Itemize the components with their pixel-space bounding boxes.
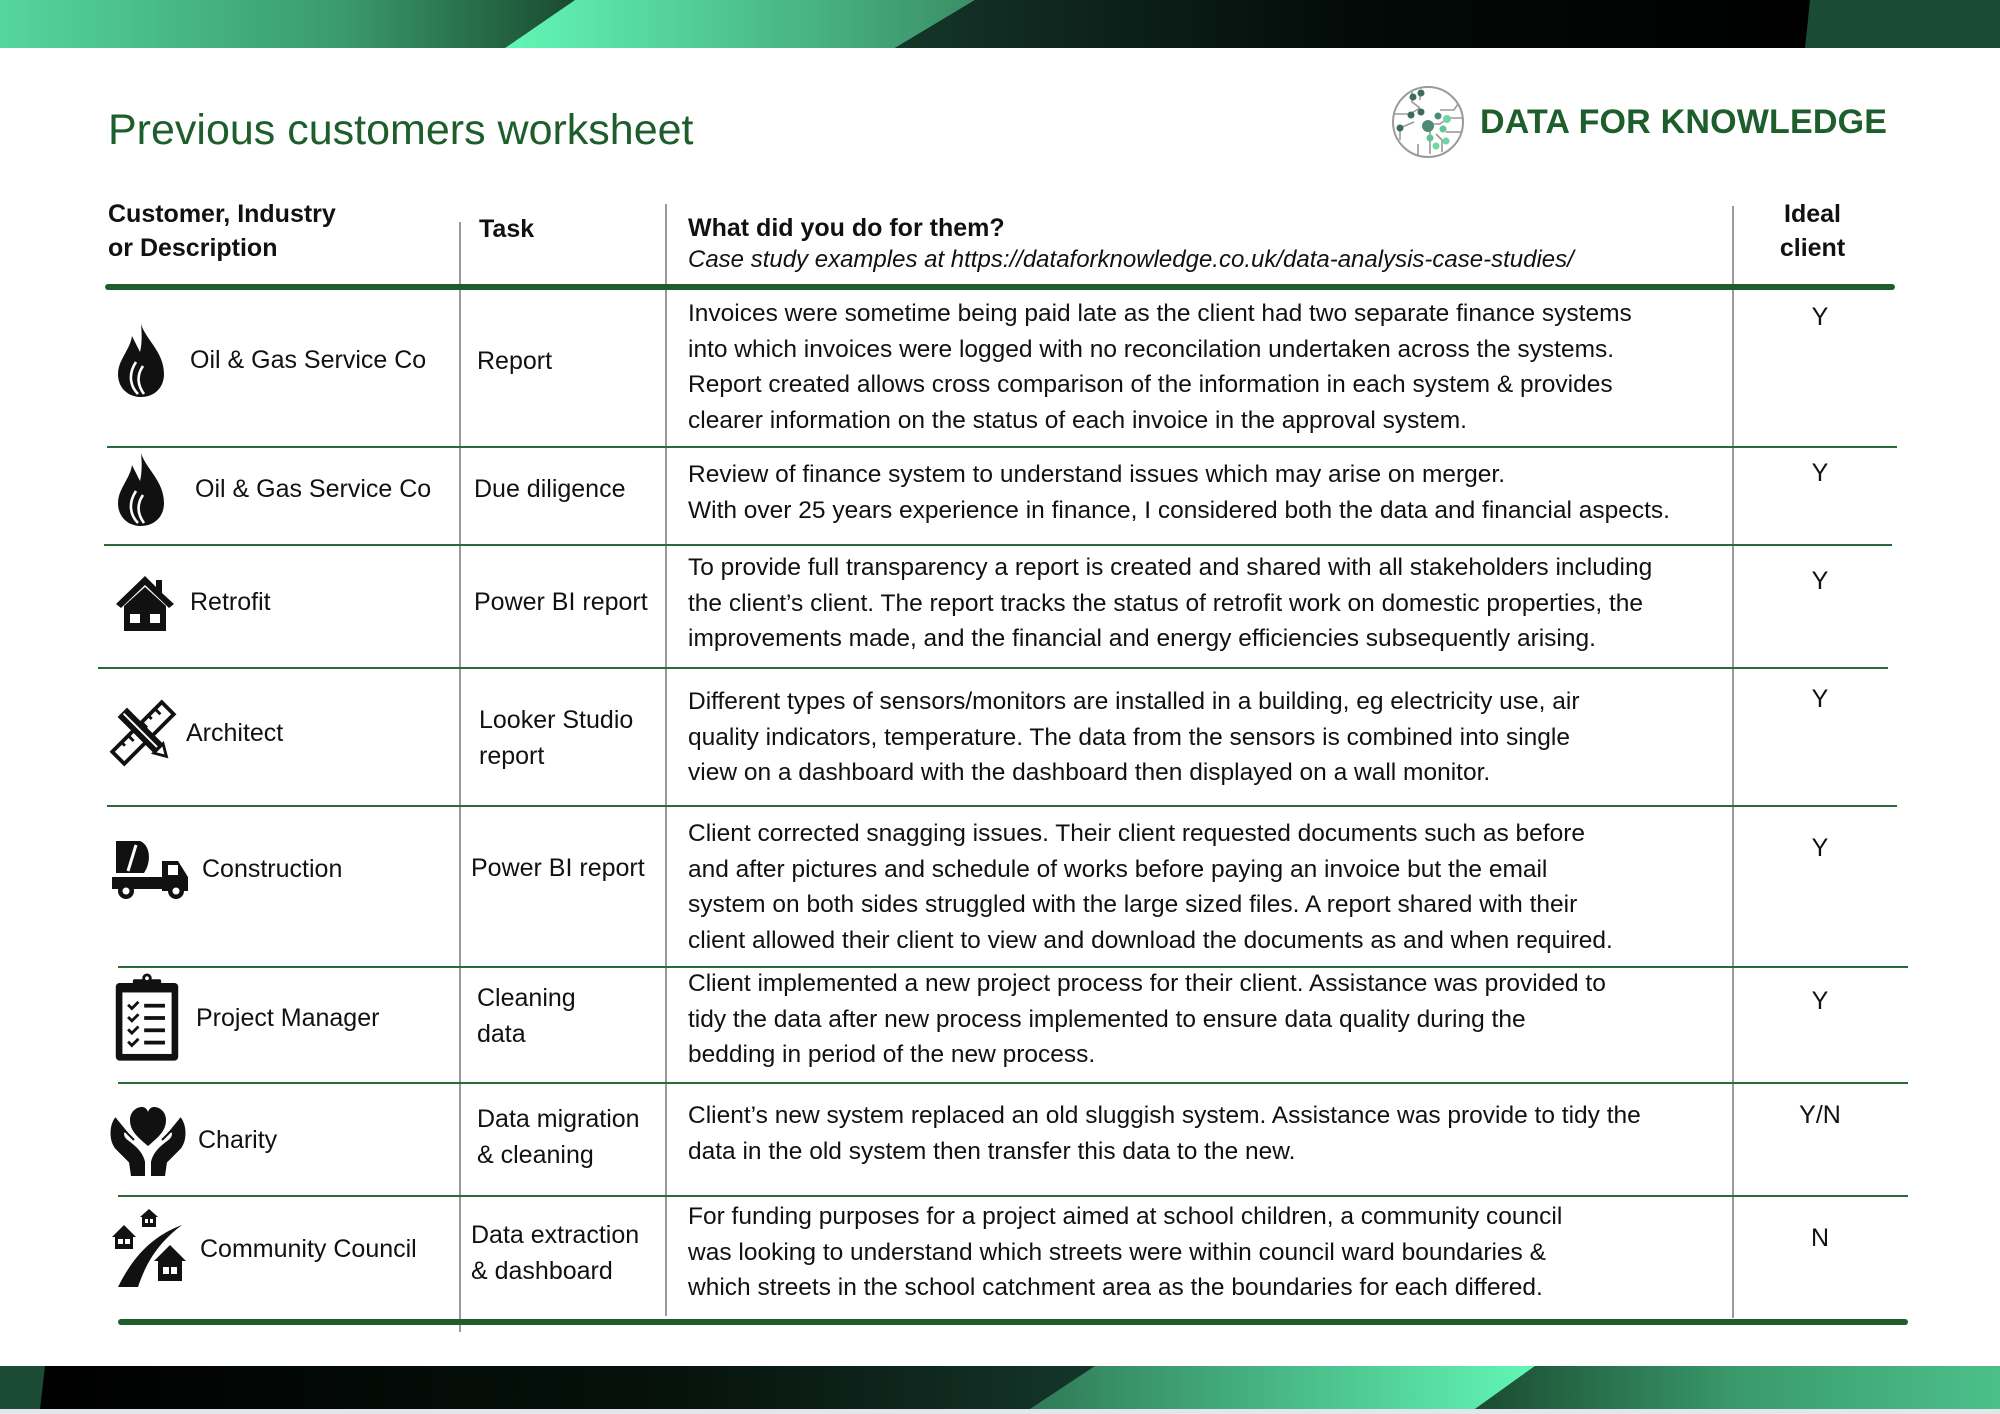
task-line: Report (477, 347, 553, 375)
customer-name: Retrofit (190, 587, 271, 616)
description-cell (688, 550, 1733, 657)
description-line: clearer information on the status of each invoice in the approval system. (688, 406, 1467, 434)
description-line: was looking to understand which streets were within council ward boundaries & (688, 1238, 1546, 1266)
circuit-circle-icon (1390, 84, 1466, 160)
customer-cell (110, 829, 342, 909)
customer-name: Oil & Gas Service Co (190, 345, 427, 374)
description-cell (688, 1199, 1733, 1306)
description-line: Different types of sensors/monitors are installed in a building, eg electricity use, air (688, 688, 1580, 715)
task-line: & cleaning (477, 1141, 594, 1169)
description-line: Review of finance system to understand issues which may arise on merger. (688, 461, 1506, 488)
header-task: Task (479, 215, 535, 243)
header-ideal (1760, 197, 1865, 265)
brand-logo (1390, 84, 1887, 160)
task-cell (474, 584, 648, 620)
description-line: tidy the data after new process implemented to ensure data quality during the (688, 1005, 1526, 1033)
task-cell (471, 850, 645, 886)
description-line: system on both sides struggled with the large sized files. A report shared with their (688, 891, 1578, 918)
row-divider (98, 667, 1888, 669)
ideal-client-value: N (1810, 1224, 1830, 1252)
description-line: client allowed their client to view and download the documents as and when required. (688, 926, 1613, 954)
cement-truck-icon (110, 829, 194, 909)
task-line: Data migration (477, 1105, 640, 1133)
task-cell (479, 702, 633, 774)
customer-name: Charity (198, 1125, 278, 1154)
customer-cell (112, 972, 379, 1064)
description-cell (688, 1098, 1733, 1169)
task-line: & dashboard (471, 1257, 613, 1285)
ideal-client-value: Y (1811, 987, 1829, 1015)
task-line: data (477, 1020, 526, 1048)
task-cell (474, 471, 626, 507)
column-divider-task (459, 222, 461, 1332)
header-ideal-line1: Ideal (1784, 200, 1841, 228)
page-title: Previous customers worksheet (108, 106, 694, 154)
header-customer-line1: Customer, Industry (108, 200, 336, 228)
row-divider (107, 805, 1897, 807)
ideal-client-value: Y (1811, 303, 1829, 331)
task-line: report (479, 742, 545, 770)
ideal-client-value: Y (1811, 834, 1829, 862)
row-divider (107, 446, 1897, 448)
customer-name: Community Council (200, 1234, 417, 1263)
flame-icon (106, 320, 176, 400)
ideal-client-value: Y (1811, 685, 1829, 713)
description-line: With over 25 years experience in finance, I considered both the data and financial aspects. (688, 496, 1670, 524)
customer-name: Architect (186, 718, 284, 747)
header-rule (105, 284, 1895, 290)
header-what (688, 212, 1574, 276)
flame-icon (106, 449, 176, 529)
column-divider-what (665, 204, 667, 1316)
row-divider (118, 1082, 1908, 1084)
table-bottom-rule (118, 1319, 1908, 1325)
description-line: improvements made, and the financial and energy efficiencies subsequently arising. (688, 625, 1596, 652)
description-cell (688, 296, 1733, 438)
hands-heart-icon (108, 1100, 188, 1180)
task-line: Data extraction (471, 1221, 640, 1249)
task-cell (471, 1217, 639, 1289)
task-line: Cleaning (477, 984, 576, 1012)
task-cell (477, 343, 552, 379)
description-cell (688, 966, 1733, 1073)
ruler-pencil-icon (108, 693, 178, 773)
description-line: bedding in period of the new process. (688, 1041, 1096, 1068)
customer-cell (110, 1209, 417, 1289)
customer-name: Construction (202, 854, 343, 883)
houses-road-icon (110, 1209, 192, 1289)
case-study-link[interactable]: Case study examples at https://dataforknowledge.co.uk/data-analysis-case-studies/ (688, 246, 1574, 273)
ideal-client-value: Y/N (1799, 1101, 1841, 1129)
description-line: Client’s new system replaced an old sluggish system. Assistance was provide to tidy the (688, 1102, 1641, 1129)
clipboard-checklist-icon (112, 972, 182, 1064)
task-line: Power BI report (474, 588, 648, 616)
ideal-client-value: Y (1811, 567, 1829, 595)
description-line: For funding purposes for a project aimed at school children, a community council (688, 1203, 1563, 1230)
description-line: Invoices were sometime being paid late as the client had two separate finance systems (688, 300, 1632, 327)
description-line: Report created allows cross comparison of the information in each system & provides (688, 371, 1613, 398)
header-ideal-line2: client (1779, 234, 1846, 262)
description-line: the client’s client. The report tracks the status of retrofit work on domestic properties, the (688, 589, 1644, 617)
customer-cell (106, 449, 431, 529)
description-line: and after pictures and schedule of works before paying an invoice but the email (688, 855, 1548, 883)
header-customer (108, 197, 336, 265)
description-line: into which invoices were logged with no reconcilation undertaken across the systems. (688, 335, 1615, 363)
description-line: quality indicators, temperature. The data from the sensors is combined into single (688, 723, 1570, 751)
customer-name: Project Manager (196, 1003, 380, 1032)
customer-cell (108, 693, 283, 773)
customer-cell (106, 320, 426, 400)
house-icon (110, 562, 180, 642)
task-cell (477, 980, 576, 1052)
task-cell (477, 1101, 640, 1173)
customer-cell (110, 562, 271, 642)
description-line: Client implemented a new project process for their client. Assistance was provided to (688, 970, 1606, 997)
description-line: view on a dashboard with the dashboard then displayed on a wall monitor. (688, 759, 1491, 786)
brand-name: DATA FOR KNOWLEDGE (1480, 102, 1888, 141)
bottom-edge-strip (0, 1409, 2000, 1414)
header-customer-line2: or Description (108, 234, 278, 262)
description-line: Client corrected snagging issues. Their client requested documents such as before (688, 820, 1586, 847)
description-line: data in the old system then transfer this data to the new. (688, 1137, 1296, 1165)
ideal-client-value: Y (1811, 459, 1829, 487)
description-line: To provide full transparency a report is created and shared with all stakeholders including (688, 554, 1653, 581)
bottom-decorative-band (0, 1366, 2000, 1409)
header-what-title: What did you do for them? (688, 214, 1005, 242)
task-line: Power BI report (471, 854, 645, 882)
description-line: which streets in the school catchment area as the boundaries for each differed. (688, 1274, 1543, 1301)
description-cell (688, 457, 1733, 528)
customer-name: Oil & Gas Service Co (195, 474, 432, 503)
description-cell (688, 816, 1733, 958)
description-cell (688, 684, 1733, 791)
row-divider (104, 544, 1892, 546)
top-decorative-band (0, 0, 2000, 48)
task-line: Looker Studio (479, 706, 634, 734)
row-divider (118, 1195, 1908, 1197)
task-line: Due diligence (474, 475, 626, 503)
customer-cell (108, 1100, 277, 1180)
